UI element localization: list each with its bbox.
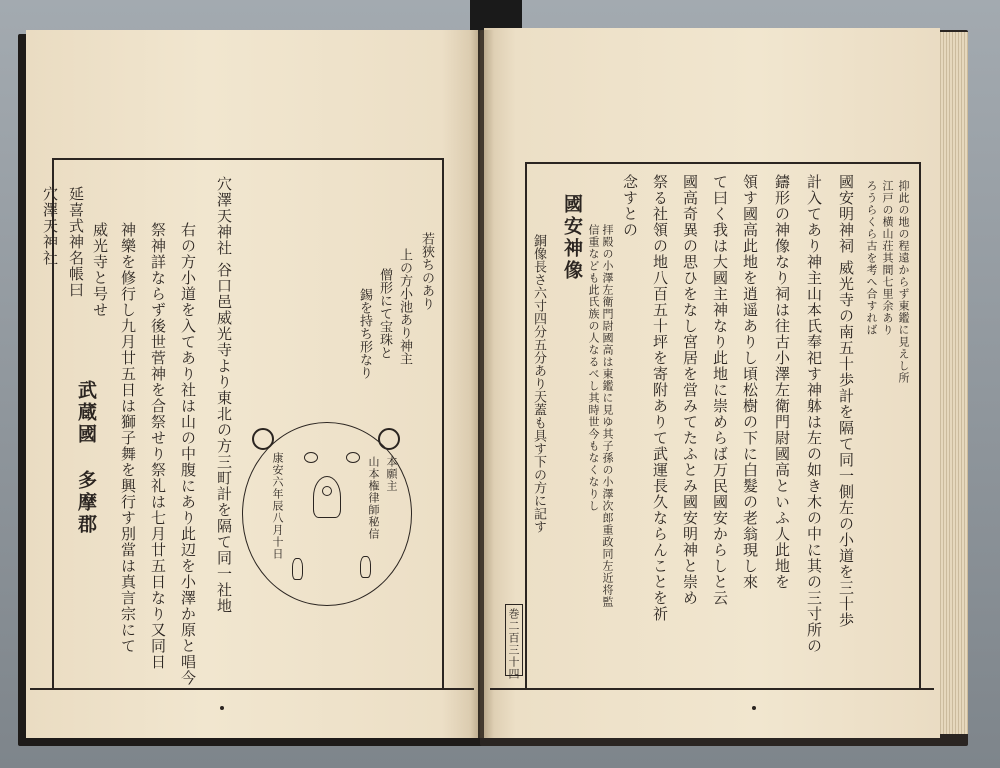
citation-column-1: 延喜式神名帳曰 <box>67 186 85 298</box>
page-edges <box>938 32 968 734</box>
right-body-column-2: 計入てあり神主山本氏奉祀す神躰は左の如き木の中に其の三寸所の <box>805 174 823 654</box>
seated-priest-figure-icon <box>313 476 341 518</box>
caption-column-3: 僧形にて宝珠と <box>377 268 392 359</box>
left-body-column-3: 祭神詳ならず後世菅神を合祭せり祭礼は七月廿五日なり又同日 <box>149 222 167 670</box>
right-body-column-7: 祭る社領の地八百五十坪を寄附ありて武運長久ならんことを祈 <box>651 174 669 622</box>
right-page-mark <box>752 706 756 710</box>
priest-head-icon <box>322 486 332 496</box>
left-body-column-5: 威光寺と号せ <box>91 222 109 318</box>
right-page-bottom-rule <box>490 688 934 690</box>
caption-column-4: 錫を持ち形なり <box>357 288 372 379</box>
vase-left-icon <box>292 558 303 580</box>
caption-column-1: 若狹ちのあり <box>419 232 434 310</box>
left-page-frame <box>52 158 444 690</box>
header-note-1: 抑此の地の程遠からず東鑑に見えし所 <box>897 180 910 384</box>
right-note-column-1: 拝殿の小澤左衛門尉國高は東鑑に見ゆ其子孫の小澤次郎重政同左近将監 <box>601 224 614 608</box>
gutter-shadow <box>470 30 494 738</box>
province-label: 武蔵國 <box>75 380 97 446</box>
seal-ring-right-icon <box>378 428 400 450</box>
seal-date: 康安六年辰八月十日 <box>271 452 284 560</box>
vase-right-icon <box>360 556 371 578</box>
left-body-column-2: 右の方小道を入てあり社は山の中腹にあり此辺を小澤か原と唱今 <box>179 222 197 686</box>
deity-statue-heading: 國安神像 <box>561 194 583 282</box>
deity-statue-description: 銅像長さ六寸四分五分あり天蓋も具す下の方に記す <box>531 234 546 533</box>
right-body-column-3: 鑄形の神像なり祠は往古小澤左衛門尉國高といふ人此地を <box>773 174 791 590</box>
seal-title: 本願主 <box>385 456 398 492</box>
right-body-column-6: 國高奇異の思ひをなし宮居を営みてたふとみ國安明神と崇め <box>681 174 699 606</box>
seal-flame-left-icon <box>304 452 318 463</box>
right-body-column-1: 國安明神祠 威光寺の南五十歩計を隔て同一側左の小道を三十歩 <box>837 174 855 628</box>
header-note-2: 江戸の横山荘其間七里余あり <box>881 180 894 336</box>
seal-flame-right-icon <box>346 452 360 463</box>
citation-column-2: 穴澤天神社 <box>41 186 59 266</box>
right-body-column-8: 念すとの <box>621 174 639 238</box>
seal-ring-left-icon <box>252 428 274 450</box>
right-body-column-5: て曰く我は大國主神なり此地に崇めらば万民國安からしと云 <box>711 174 729 606</box>
header-note-3: ろうらくら古を考へ合すれば <box>865 180 878 336</box>
page-number: 巻二百三十四 <box>507 608 520 680</box>
district-label: 多摩郡 <box>75 470 97 536</box>
left-body-column-4: 神樂を修行し九月廿五日は獅子舞を興行す別當は真言宗にて <box>119 222 137 654</box>
left-body-column-1: 穴澤天神社 谷口邑威光寺より東北の方三町計を隔て同一社地 <box>215 176 233 614</box>
right-note-column-2: 信重なども此氏族の人なるべし其時世今もなくなりし <box>587 224 600 512</box>
seal-owner: 山本権律師秘信 <box>367 456 380 540</box>
left-page-mark <box>220 706 224 710</box>
caption-column-2: 上の方小池あり神主 <box>397 248 412 365</box>
left-page-bottom-rule <box>30 688 474 690</box>
right-body-column-4: 領す國高此地を逍遥ありし頃松樹の下に白髮の老翁現し來 <box>741 174 759 590</box>
